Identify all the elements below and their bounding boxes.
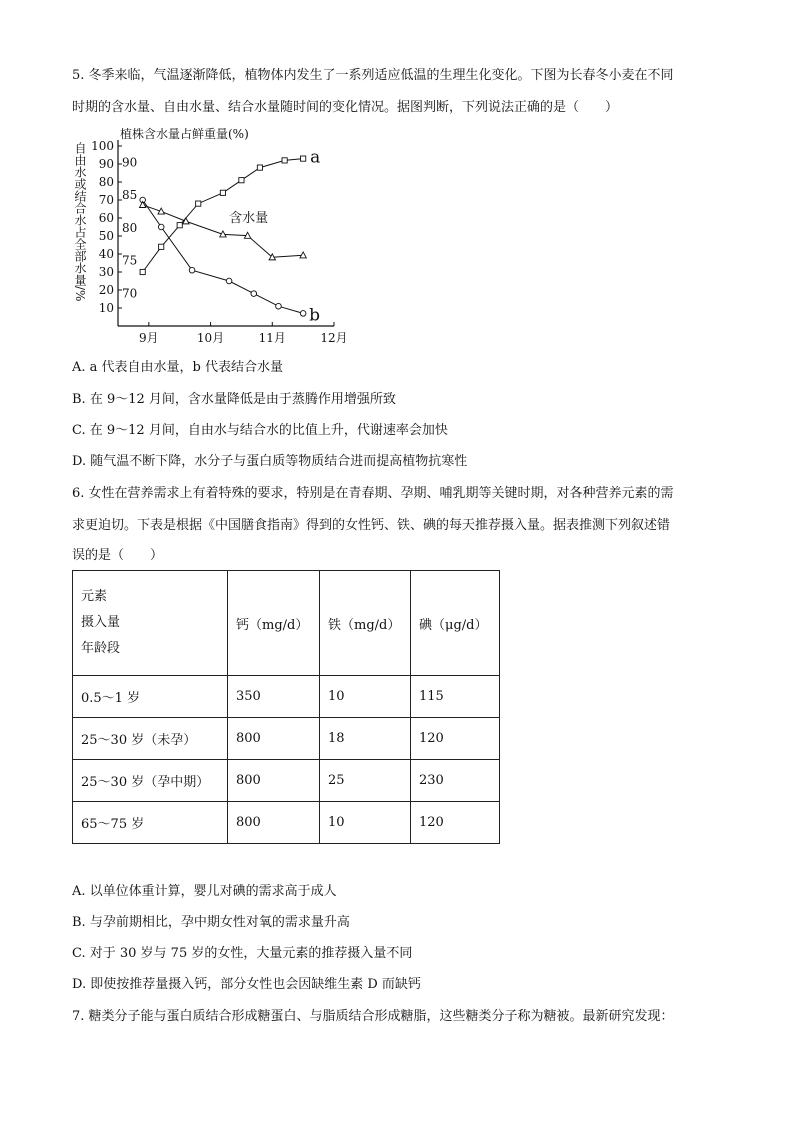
series-label-water: 含水量 — [229, 210, 269, 226]
q6-option-b: B. 与孕前期相比，孕中期女性对氧的需求量升高 — [72, 915, 350, 930]
q7-stem-line-1: 7. 糖类分子能与蛋白质结合形成糖蛋白、与脂质结合形成糖脂，这些糖类分子称为糖被。最新研究发现： — [72, 1009, 674, 1024]
q5-stem-line-2: 时期的含水量、自由水量、结合水量随时间的变化情况。据图判断，下列说法正确的是（ ） — [72, 100, 619, 115]
table-cell-age: 25～30 岁（未孕） — [73, 718, 228, 760]
point-square — [257, 165, 262, 170]
point-square — [301, 156, 306, 161]
point-circle — [226, 278, 232, 284]
q5-option-b: B. 在 9～12 月间，含水量降低是由于蒸腾作用增强所致 — [72, 392, 396, 407]
point-square — [159, 244, 164, 249]
point-square — [196, 201, 201, 206]
y-tick-label: 20 — [98, 283, 114, 297]
y-tick-label: 100 — [91, 139, 114, 153]
x-tick-label: 9月 — [139, 331, 159, 345]
table-cell-iodine: 120 — [411, 718, 500, 760]
table-cell-calcium: 800 — [228, 802, 320, 844]
y-tick-label: 30 — [98, 265, 114, 279]
series-line-square — [143, 159, 303, 272]
table-cell-age: 25～30 岁（孕中期） — [73, 760, 228, 802]
water-tick-label: 75 — [122, 253, 138, 268]
x-tick-label: 12月 — [320, 331, 348, 345]
table-cell-iron: 10 — [320, 802, 411, 844]
series-label-a: a — [310, 147, 321, 168]
q5-option-c: C. 在 9～12 月间，自由水与结合水的比值上升，代谢速率会加快 — [72, 423, 448, 438]
point-circle — [300, 311, 306, 317]
q6-stem-line-3: 误的是（ ） — [72, 548, 164, 563]
q5-stem-line-1: 5. 冬季来临，气温逐渐降低，植物体内发生了一系列适应低温的生理生化变化。下图为长春冬小麦在不同 — [72, 68, 674, 83]
q5-option-d: D. 随气温不断下降，水分子与蛋白质等物质结合进而提高植物抗寒性 — [72, 454, 468, 469]
q6-stem-line-2: 求更迫切。下表是根据《中国膳食指南》得到的女性钙、铁、碘的每天推荐摄入量。据表推测下列叙述错 — [72, 518, 671, 533]
q6-option-d: D. 即使按推荐量摄入钙，部分女性也会因缺维生素 D 而缺钙 — [72, 977, 421, 992]
table-cell-iodine: 115 — [411, 676, 500, 718]
table-cell-iron: 25 — [320, 760, 411, 802]
column-header-iodine: 碘（μg/d） — [411, 571, 500, 676]
table-cell-iodine: 120 — [411, 802, 500, 844]
y-tick-label: 50 — [98, 229, 114, 243]
water-tick-label: 80 — [122, 220, 138, 235]
table-row — [73, 760, 500, 802]
y-tick-label: 90 — [98, 157, 114, 171]
q6-stem-line-1: 6. 女性在营养需求上有着特殊的要求，特别是在青春期、孕期、哺乳期等关键时期，对各种营养元素的需 — [72, 486, 674, 501]
y-axis-label: 自由水或结合水占全部水量/% — [73, 142, 87, 302]
chart-text — [73, 126, 348, 345]
point-square — [220, 190, 225, 195]
table-cell-iron: 10 — [320, 676, 411, 718]
y-tick-label: 70 — [98, 193, 114, 207]
chart-title: 植株含水量占鲜重量(%) — [120, 127, 249, 141]
q5-option-a: A. a 代表自由水量，b 代表结合水量 — [72, 360, 283, 375]
q5-chart — [66, 124, 356, 350]
corner-label-intake: 摄入量 — [81, 615, 121, 630]
water-tick-label: 90 — [122, 155, 138, 170]
q6-option-a: A. 以单位体重计算，婴儿对碘的需求高于成人 — [72, 884, 337, 899]
table-row — [73, 802, 500, 844]
line-chart-svg — [66, 124, 356, 350]
corner-label-age: 年龄段 — [81, 641, 121, 656]
y-tick-label: 80 — [98, 175, 114, 189]
point-triangle — [300, 252, 306, 258]
table-cell-age: 65～75 岁 — [73, 802, 228, 844]
point-square — [282, 158, 287, 163]
column-header-iron: 铁（mg/d） — [320, 571, 411, 676]
series-label-b: b — [309, 305, 321, 326]
point-circle — [189, 267, 195, 273]
q6-option-c: C. 对于 30 岁与 75 岁的女性，大量元素的推荐摄入量不同 — [72, 946, 413, 961]
chart-series — [139, 156, 306, 316]
point-circle — [251, 291, 257, 297]
point-circle — [276, 303, 282, 309]
water-tick-label: 85 — [122, 188, 138, 203]
x-tick-label: 10月 — [196, 331, 225, 345]
y-tick-label: 10 — [98, 301, 114, 315]
chart-axes — [118, 140, 334, 326]
point-square — [140, 269, 145, 274]
y-tick-label: 60 — [98, 211, 114, 225]
point-circle — [158, 224, 164, 230]
y-tick-label: 40 — [98, 247, 114, 261]
water-tick-label: 70 — [122, 286, 138, 301]
table-cell-age: 0.5～1 岁 — [73, 676, 228, 718]
table-row — [73, 676, 500, 718]
table-header-row — [73, 571, 500, 676]
table-cell-iodine: 230 — [411, 760, 500, 802]
table-cell-calcium: 350 — [228, 676, 320, 718]
x-tick-label: 11月 — [258, 331, 286, 345]
table-cell-iron: 18 — [320, 718, 411, 760]
point-square — [177, 223, 182, 228]
table-cell-calcium: 800 — [228, 718, 320, 760]
table-corner-cell — [73, 571, 228, 676]
corner-label-element: 元素 — [81, 589, 108, 604]
table-row — [73, 718, 500, 760]
column-header-calcium: 钙（mg/d） — [228, 571, 320, 676]
point-square — [239, 178, 244, 183]
table-cell-calcium: 800 — [228, 760, 320, 802]
nutrient-table — [72, 570, 500, 844]
